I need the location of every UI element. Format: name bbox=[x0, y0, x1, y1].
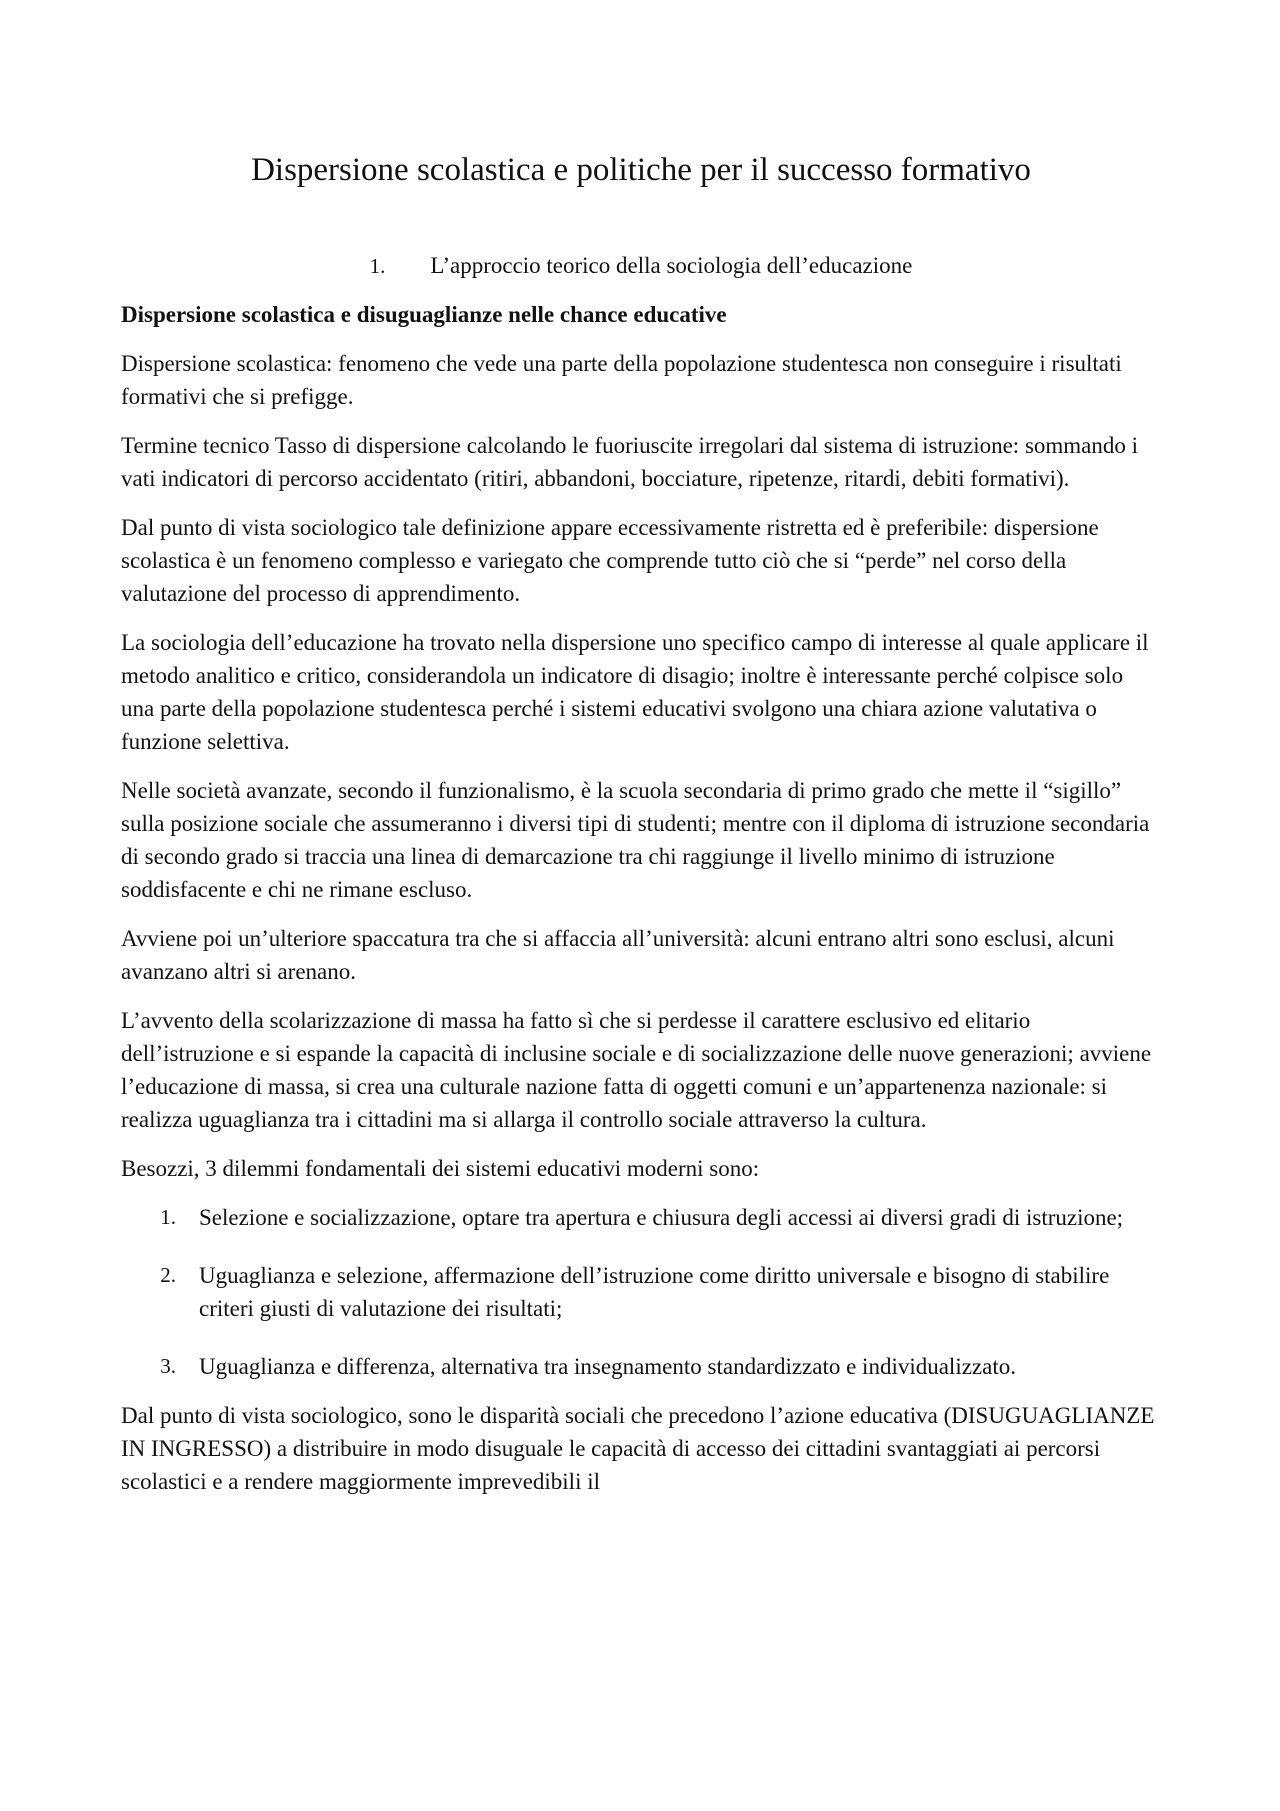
paragraph-closing: Dal punto di vista sociologico, sono le disparità sociali che precedono l’azione educativa (DISUGUAGLIANZE IN INGRESSO) a distribuire in modo disuguale le capacità di accesso dei cittadini svantaggiati ai percorsi scolastici e a rendere maggiormente imprevedibili il bbox=[121, 1403, 1155, 1494]
list-item-marker: 2. bbox=[160, 1263, 176, 1287]
document-content bbox=[121, 146, 1161, 1514]
dilemmas-list bbox=[121, 1201, 1161, 1383]
list-item-marker: 3. bbox=[160, 1354, 176, 1378]
list-item-marker: 1. bbox=[160, 1205, 176, 1229]
paragraph-technical-term: Termine tecnico Tasso di dispersione calcolando le fuoriuscite irregolari dal sistema di istruzione: sommando i vati indicatori di percorso accidentato (ritiri, abbandoni, bocciature, ripetenze, ritardi, debiti formativi). bbox=[121, 433, 1139, 491]
list-item-text: Uguaglianza e differenza, alternativa tra insegnamento standardizzato e individualizzato. bbox=[199, 1354, 1016, 1379]
subheading: Dispersione scolastica e disuguaglianze nelle chance educative bbox=[121, 302, 727, 327]
paragraph-besozzi-intro: Besozzi, 3 dilemmi fondamentali dei sistemi educativi moderni sono: bbox=[121, 1156, 760, 1181]
paragraph-advanced-societies: Nelle società avanzate, secondo il funzionalismo, è la scuola secondaria di primo grado che mette il “sigillo” sulla posizione sociale che assumeranno i diversi tipi di studenti; mentre con il diploma di istruzione secondaria di secondo grado si traccia una linea di demarcazione tra chi raggiunge il livello minimo di istruzione soddisfacente e chi ne rimane escluso. bbox=[121, 778, 1150, 902]
list-item-text: Uguaglianza e selezione, affermazione dell’istruzione come diritto universale e bisogno di stabilire criteri giusti di valutazione dei risultati; bbox=[199, 1263, 1110, 1321]
section-title: L’approccio teorico della sociologia dell’educazione bbox=[430, 253, 913, 278]
paragraph-mass-schooling: L’avvento della scolarizzazione di massa ha fatto sì che si perdesse il carattere esclusivo ed elitario dell’istruzione e si espande la capacità di inclusine sociale e di socializzazione delle nuove generazioni; avviene l’educazione di massa, si crea una culturale nazione fatta di oggetti comuni e un’appartenenza nazionale: si realizza uguaglianza tra i cittadini ma si allarga il controllo sociale attraverso la cultura. bbox=[121, 1008, 1152, 1132]
paragraph-definition: Dispersione scolastica: fenomeno che vede una parte della popolazione studentesca non conseguire i risultati formativi che si prefigge. bbox=[121, 351, 1122, 409]
list-item bbox=[121, 1201, 1161, 1234]
list-item-text: Selezione e socializzazione, optare tra apertura e chiusura degli accessi ai diversi gradi di istruzione; bbox=[199, 1205, 1124, 1230]
section-heading bbox=[121, 250, 1161, 282]
list-item bbox=[121, 1259, 1161, 1325]
document-title: Dispersione scolastica e politiche per il successo formativo bbox=[251, 152, 1031, 188]
paragraph-sociological-view: Dal punto di vista sociologico tale definizione appare eccessivamente ristretta ed è preferibile: dispersione scolastica è un fenomeno complesso e variegato che comprende tutto ciò che si “perde” nel corso della valutazione del processo di apprendimento. bbox=[121, 515, 1099, 606]
paragraph-sociology-of-education: La sociologia dell’educazione ha trovato nella dispersione uno specifico campo di interesse al quale applicare il metodo analitico e critico, considerandola un indicatore di disagio; inoltre è interessante perché colpisce solo una parte della popolazione studentesca perché i sistemi educativi svolgono una chiara azione valutativa o funzione selettiva. bbox=[121, 630, 1149, 754]
list-item bbox=[121, 1350, 1161, 1383]
paragraph-university-split: Avviene poi un’ulteriore spaccatura tra che si affaccia all’università: alcuni entrano altri sono esclusi, alcuni avanzano altri si arenano. bbox=[121, 926, 1115, 984]
section-number: 1. bbox=[369, 254, 386, 278]
